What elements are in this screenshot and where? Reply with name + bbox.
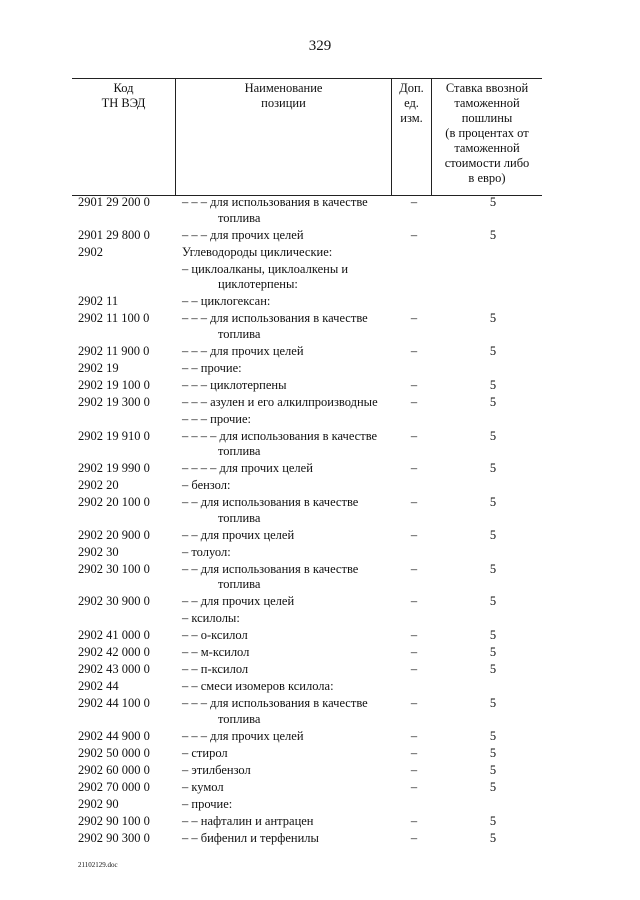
row-code: 2901 29 800 0 xyxy=(78,227,150,242)
header-rate-line: Ставка ввозной xyxy=(445,81,529,95)
row-name-line: – кумол xyxy=(182,779,224,794)
row-rate: 5 xyxy=(489,762,497,777)
table-row xyxy=(78,294,542,310)
row-rate: 5 xyxy=(489,745,497,760)
row-name xyxy=(182,528,394,544)
row-rate: 5 xyxy=(489,594,497,608)
row-code: 2902 11 xyxy=(78,294,119,308)
row-unit: – xyxy=(410,428,418,443)
table-row xyxy=(78,814,542,830)
row-name-line: топлива xyxy=(218,444,261,458)
row-code: 2902 19 990 0 xyxy=(78,461,150,475)
row-rate: 5 xyxy=(489,728,497,743)
row-unit: – xyxy=(410,762,418,777)
table-row xyxy=(78,412,542,428)
row-name-line: – циклоалканы, циклоалкены и xyxy=(182,261,349,276)
row-name-line: – – для прочих целей xyxy=(182,527,295,542)
row-rate: 5 xyxy=(489,628,497,642)
row-name-line: – – смеси изомеров ксилола: xyxy=(182,679,334,693)
row-name-line: – – – для прочих целей xyxy=(182,227,304,242)
row-name-line: – – для использования в качестве xyxy=(182,495,359,509)
row-name-line: – – м-ксилол xyxy=(182,645,250,659)
row-unit: – xyxy=(410,813,418,828)
row-name-line: топлива xyxy=(218,326,261,341)
row-rate: 5 xyxy=(489,527,497,542)
row-name xyxy=(182,696,394,727)
table-row xyxy=(78,478,542,494)
row-rate: 5 xyxy=(489,227,497,242)
row-name-line: Углеводороды циклические: xyxy=(182,244,333,259)
table-row xyxy=(78,696,542,727)
document-filename: 21102129.doc xyxy=(78,861,118,869)
table-row xyxy=(78,763,542,779)
table-row xyxy=(78,780,542,796)
table-header xyxy=(72,78,542,196)
row-code: 2902 90 100 0 xyxy=(78,813,150,828)
row-code: 2902 60 000 0 xyxy=(78,762,150,777)
row-name-line: – – – для использования в качестве xyxy=(182,195,368,209)
row-unit: – xyxy=(410,527,418,542)
row-rate: 5 xyxy=(489,561,497,576)
row-rate: 5 xyxy=(489,662,497,676)
row-unit: – xyxy=(410,311,418,325)
table-row xyxy=(78,679,542,695)
row-name xyxy=(182,412,394,428)
header-rate-line: (в процентах от xyxy=(445,126,529,140)
row-unit: – xyxy=(410,830,418,845)
row-name xyxy=(182,378,394,394)
header-rate-line: стоимости либо xyxy=(444,156,530,170)
row-name-line: – бензол: xyxy=(182,478,231,492)
row-unit: – xyxy=(410,461,418,475)
header-rate-line: таможенной xyxy=(454,141,520,155)
row-name xyxy=(182,679,394,695)
row-name-line: – – – азулен и его алкилпроизводные xyxy=(182,394,378,409)
header-name-line: позиции xyxy=(261,96,306,110)
table-row xyxy=(78,461,542,477)
row-name xyxy=(182,429,394,460)
row-rate: 5 xyxy=(489,830,497,845)
table-row xyxy=(78,262,542,293)
header-rate-line: таможенной xyxy=(454,96,520,110)
row-rate: 5 xyxy=(489,696,497,710)
row-code: 2902 11 900 0 xyxy=(78,343,150,358)
row-name xyxy=(182,611,394,627)
table-row xyxy=(78,746,542,762)
header-rate xyxy=(431,79,542,195)
row-name-line: – – нафталин и антрацен xyxy=(182,813,314,828)
header-code-line: ТН ВЭД xyxy=(101,96,146,110)
row-name-line: – – о-ксилол xyxy=(182,628,248,642)
row-name-line: топлива xyxy=(218,577,261,591)
row-name xyxy=(182,814,394,830)
row-unit: – xyxy=(410,195,418,209)
row-rate: 5 xyxy=(489,394,497,409)
row-name-line: – – – для прочих целей xyxy=(182,728,304,743)
row-name-line: – – прочие: xyxy=(182,360,242,375)
table-row xyxy=(78,831,542,847)
table-row xyxy=(78,378,542,394)
row-code: 2902 50 000 0 xyxy=(78,745,150,760)
row-name-line: топлива xyxy=(218,210,261,225)
row-name xyxy=(182,245,394,261)
row-name-line: – – – для использования в качестве xyxy=(182,311,368,325)
row-name xyxy=(182,797,394,813)
row-unit: – xyxy=(410,662,418,676)
row-name xyxy=(182,461,394,477)
row-name xyxy=(182,311,394,342)
row-name-line: – толуол: xyxy=(182,544,231,559)
row-name xyxy=(182,361,394,377)
header-unit-line: ед. xyxy=(404,96,419,110)
row-name xyxy=(182,662,394,678)
row-name-line: – – – – для прочих целей xyxy=(182,461,313,475)
table-row xyxy=(78,528,542,544)
row-rate: 5 xyxy=(489,461,497,475)
row-rate: 5 xyxy=(489,495,497,509)
header-name xyxy=(175,79,391,195)
row-name xyxy=(182,780,394,796)
row-code: 2902 30 xyxy=(78,544,119,559)
row-unit: – xyxy=(410,394,418,409)
row-name-line: циклотерпены: xyxy=(218,277,298,291)
table-row xyxy=(78,545,542,561)
row-unit: – xyxy=(410,645,418,659)
row-name-line: топлива xyxy=(218,711,261,726)
row-unit: – xyxy=(410,594,418,608)
table-row xyxy=(78,361,542,377)
table-row xyxy=(78,562,542,593)
row-name xyxy=(182,262,394,293)
table-row xyxy=(78,228,542,244)
row-code: 2902 19 100 0 xyxy=(78,377,150,392)
row-code: 2902 44 100 0 xyxy=(78,696,150,710)
row-rate: 5 xyxy=(489,645,497,659)
row-name-line: – – бифенил и терфенилы xyxy=(182,830,319,845)
row-code: 2902 44 900 0 xyxy=(78,728,150,743)
row-rate: 5 xyxy=(489,779,497,794)
table-row xyxy=(78,429,542,460)
table-row xyxy=(78,395,542,411)
row-code: 2902 19 xyxy=(78,360,119,375)
row-name xyxy=(182,344,394,360)
tariff-table-body xyxy=(78,195,542,848)
page-number: 329 xyxy=(308,38,332,54)
row-rate: 5 xyxy=(489,195,497,209)
row-name xyxy=(182,763,394,779)
row-rate: 5 xyxy=(489,343,497,358)
table-row xyxy=(78,311,542,342)
table-row xyxy=(78,797,542,813)
header-unit xyxy=(391,79,431,195)
row-code: 2902 20 xyxy=(78,478,119,492)
header-rate-line: в евро) xyxy=(468,171,506,185)
table-row xyxy=(78,344,542,360)
table-row xyxy=(78,495,542,526)
row-name xyxy=(182,545,394,561)
row-name-line: – ксилолы: xyxy=(182,611,240,625)
row-unit: – xyxy=(410,628,418,642)
table-row xyxy=(78,594,542,610)
row-name-line: – – – прочие: xyxy=(182,411,251,426)
row-name xyxy=(182,228,394,244)
row-name xyxy=(182,495,394,526)
header-code-line: Код xyxy=(113,81,134,95)
table-row xyxy=(78,611,542,627)
row-name-line: – – – циклотерпены xyxy=(182,377,287,392)
table-row xyxy=(78,628,542,644)
header-code xyxy=(72,79,175,195)
row-name xyxy=(182,645,394,661)
row-name xyxy=(182,478,394,494)
row-name-line: – – п-ксилол xyxy=(182,662,249,676)
row-code: 2902 42 000 0 xyxy=(78,645,150,659)
row-name xyxy=(182,628,394,644)
row-rate: 5 xyxy=(489,377,497,392)
header-rate-line: пошлины xyxy=(461,111,513,125)
row-code: 2901 29 200 0 xyxy=(78,195,150,209)
row-name-line: – стирол xyxy=(182,745,228,760)
row-name-line: – этилбензол xyxy=(182,762,251,777)
row-unit: – xyxy=(410,745,418,760)
row-name-line: – прочие: xyxy=(182,796,233,811)
row-code: 2902 90 300 0 xyxy=(78,830,150,845)
row-code: 2902 11 100 0 xyxy=(78,311,150,325)
row-name xyxy=(182,831,394,847)
row-unit: – xyxy=(410,227,418,242)
row-unit: – xyxy=(410,696,418,710)
row-rate: 5 xyxy=(489,813,497,828)
row-code: 2902 43 000 0 xyxy=(78,662,150,676)
row-code: 2902 20 100 0 xyxy=(78,495,150,509)
row-name xyxy=(182,746,394,762)
row-name-line: – – – – для использования в качестве xyxy=(182,428,378,443)
row-name-line: топлива xyxy=(218,510,261,525)
row-rate: 5 xyxy=(489,428,497,443)
table-row xyxy=(78,195,542,226)
row-code: 2902 90 xyxy=(78,796,119,811)
row-code: 2902 44 xyxy=(78,679,119,693)
row-code: 2902 30 900 0 xyxy=(78,594,150,608)
row-code: 2902 19 300 0 xyxy=(78,394,150,409)
row-name-line: – – – для использования в качестве xyxy=(182,696,368,710)
row-name-line: – – для использования в качестве xyxy=(182,561,359,576)
row-name xyxy=(182,729,394,745)
header-unit-line: изм. xyxy=(400,111,423,125)
row-unit: – xyxy=(410,377,418,392)
row-unit: – xyxy=(410,728,418,743)
row-name-line: – – циклогексан: xyxy=(182,294,271,308)
row-name xyxy=(182,594,394,610)
row-unit: – xyxy=(410,343,418,358)
row-name-line: – – для прочих целей xyxy=(182,594,295,608)
row-rate: 5 xyxy=(489,311,497,325)
row-unit: – xyxy=(410,779,418,794)
row-name xyxy=(182,195,394,226)
table-row xyxy=(78,729,542,745)
header-name-line: Наименование xyxy=(244,81,323,95)
row-name xyxy=(182,294,394,310)
table-row xyxy=(78,645,542,661)
row-name xyxy=(182,395,394,411)
header-unit-line: Доп. xyxy=(399,81,424,95)
row-code: 2902 20 900 0 xyxy=(78,527,150,542)
row-code: 2902 19 910 0 xyxy=(78,428,150,443)
row-unit: – xyxy=(410,561,418,576)
row-code: 2902 70 000 0 xyxy=(78,779,150,794)
row-code: 2902 41 000 0 xyxy=(78,628,150,642)
table-row xyxy=(78,245,542,261)
row-name xyxy=(182,562,394,593)
row-unit: – xyxy=(410,495,418,509)
row-code: 2902 xyxy=(78,244,103,259)
table-row xyxy=(78,662,542,678)
row-code: 2902 30 100 0 xyxy=(78,561,150,576)
row-name-line: – – – для прочих целей xyxy=(182,343,304,358)
